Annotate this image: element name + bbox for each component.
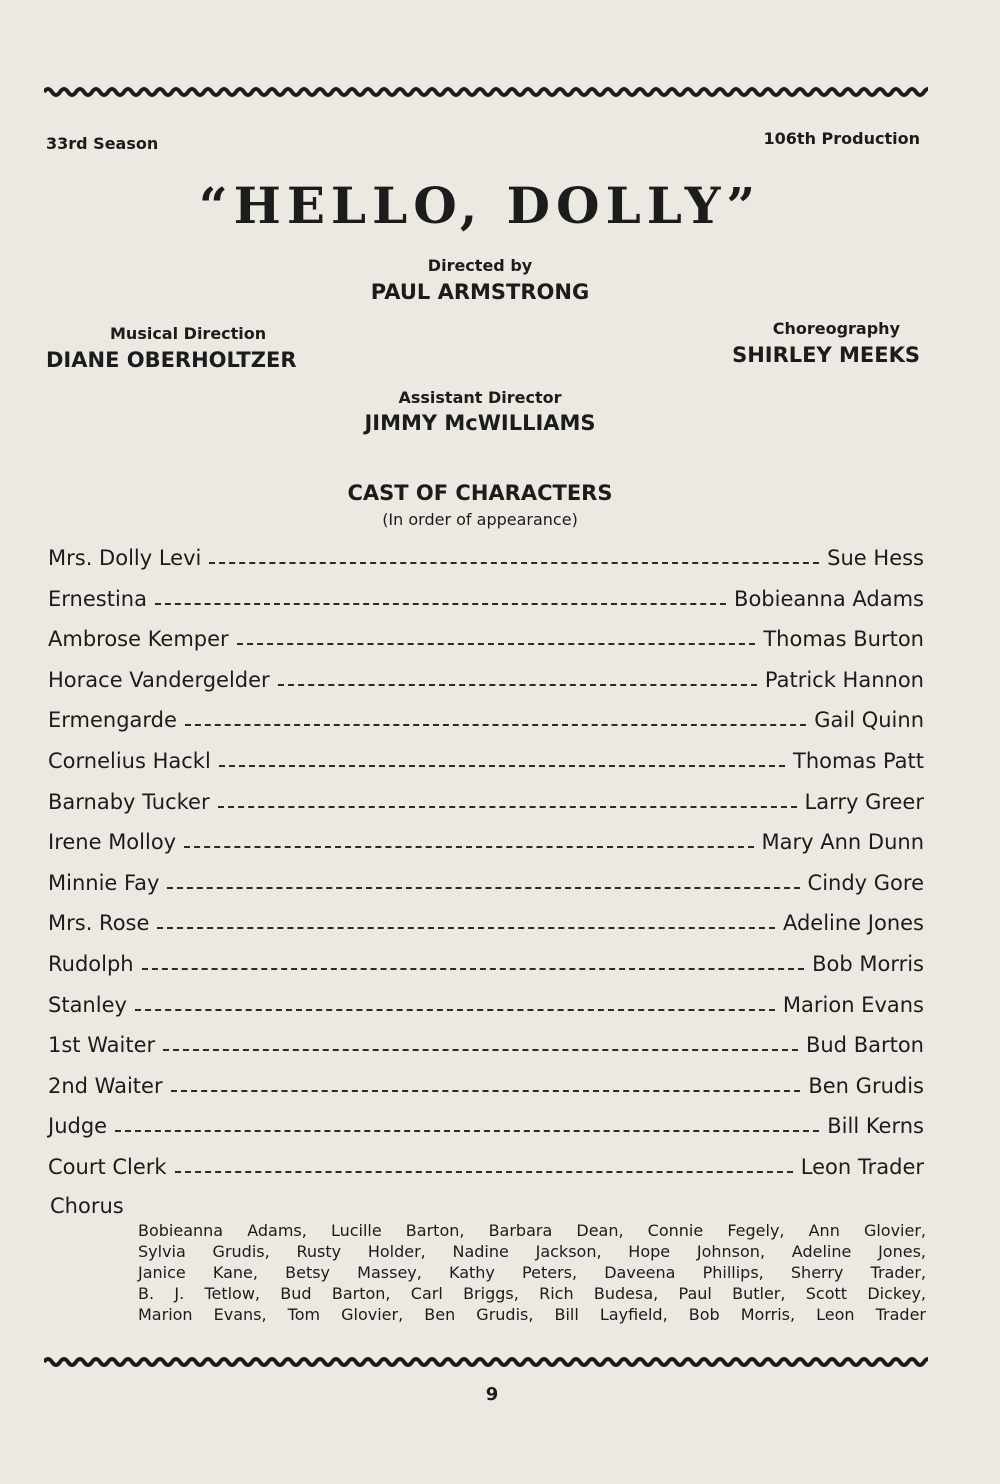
- dotted-leader: [142, 968, 804, 970]
- dotted-leader: [237, 643, 756, 645]
- cast-actor: Cindy Gore: [807, 870, 924, 895]
- cast-actor: Bobieanna Adams: [734, 586, 924, 611]
- cast-subheading: (In order of appearance): [382, 510, 578, 529]
- cast-row: [48, 905, 924, 935]
- dotted-leader: [157, 927, 775, 929]
- season-label: 33rd Season: [46, 134, 159, 153]
- cast-actor: Thomas Burton: [763, 627, 924, 652]
- musical-direction-label: Musical Direction: [110, 324, 267, 343]
- cast-row: [48, 540, 924, 570]
- cast-row: [48, 1068, 924, 1098]
- cast-role: Judge: [48, 1114, 108, 1139]
- chorus-names: [138, 1220, 926, 1325]
- cast-role: Cornelius Hackl: [48, 749, 211, 773]
- cast-actor: Adeline Jones: [782, 911, 924, 936]
- cast-role: Ernestina: [48, 586, 147, 611]
- dotted-leader: [219, 765, 785, 767]
- cast-actor: Gail Quinn: [814, 708, 924, 733]
- cast-actor: Patrick Hannon: [764, 667, 924, 692]
- cast-row: [48, 1027, 924, 1057]
- dotted-leader: [185, 724, 806, 726]
- cast-actor: Larry Greer: [804, 789, 924, 814]
- cast-row: [48, 702, 924, 732]
- assistant-director-label: Assistant Director: [398, 388, 562, 407]
- cast-actor: Marion Evans: [782, 992, 924, 1017]
- show-title: “HELLO, DOLLY”: [198, 176, 762, 235]
- choreographer-name: SHIRLEY MEEKS: [732, 343, 920, 367]
- cast-row: [48, 743, 924, 773]
- dotted-leader: [155, 603, 726, 605]
- chorus-line: Janice Kane, Betsy Massey, Kathy Peters, Daveena Phillips, Sherry Trader,: [138, 1263, 926, 1282]
- chorus-label: Chorus: [50, 1194, 124, 1218]
- cast-role: Rudolph: [48, 952, 134, 976]
- cast-row: [48, 784, 924, 814]
- cast-role: 2nd Waiter: [48, 1073, 163, 1098]
- dotted-leader: [163, 1049, 798, 1051]
- cast-role: Ambrose Kemper: [48, 627, 229, 652]
- dotted-leader: [171, 1090, 801, 1092]
- cast-role: Minnie Fay: [48, 870, 160, 895]
- cast-role: 1st Waiter: [48, 1033, 156, 1058]
- cast-role: Stanley: [48, 992, 127, 1017]
- chorus-line: Bobieanna Adams, Lucille Barton, Barbara Dean, Connie Fegely, Ann Glovier,: [138, 1221, 926, 1240]
- cast-row: [48, 987, 924, 1017]
- cast-actor: Bill Kerns: [827, 1114, 924, 1139]
- dotted-leader: [184, 846, 753, 848]
- bottom-wavy-rule: [44, 1354, 928, 1370]
- choreography-label: Choreography: [772, 319, 900, 338]
- dotted-leader: [175, 1171, 793, 1173]
- dotted-leader: [135, 1009, 775, 1011]
- cast-role: Mrs. Rose: [48, 911, 150, 936]
- cast-row: [48, 946, 924, 976]
- cast-actor: Leon Trader: [800, 1155, 924, 1179]
- page-number: 9: [485, 1384, 499, 1405]
- cast-actor: Sue Hess: [827, 546, 924, 570]
- cast-heading: CAST OF CHARACTERS: [347, 481, 613, 505]
- cast-role: Mrs. Dolly Levi: [48, 546, 202, 570]
- cast-actor: Ben Grudis: [808, 1073, 924, 1098]
- cast-role: Horace Vandergelder: [48, 667, 270, 692]
- cast-row: [48, 581, 924, 611]
- dotted-leader: [209, 562, 819, 564]
- cast-actor: Bob Morris: [812, 952, 924, 976]
- director-name: PAUL ARMSTRONG: [370, 280, 590, 304]
- cast-role: Barnaby Tucker: [48, 789, 210, 814]
- cast-role: Court Clerk: [48, 1155, 167, 1179]
- dotted-leader: [218, 806, 797, 808]
- cast-row: [48, 824, 924, 854]
- chorus-line: B. J. Tetlow, Bud Barton, Carl Briggs, Rich Budesa, Paul Butler, Scott Dickey,: [138, 1284, 926, 1303]
- cast-role: Ermengarde: [48, 708, 177, 733]
- cast-row: [48, 865, 924, 895]
- cast-row: [48, 662, 924, 692]
- cast-role: Irene Molloy: [48, 830, 177, 855]
- musical-director-name: DIANE OBERHOLTZER: [46, 348, 297, 372]
- dotted-leader: [167, 887, 799, 889]
- directed-by-label: Directed by: [427, 256, 533, 275]
- assistant-director-name: JIMMY McWILLIAMS: [364, 411, 596, 435]
- cast-row: [48, 621, 924, 651]
- dotted-leader: [278, 684, 757, 686]
- dotted-leader: [115, 1130, 819, 1132]
- top-wavy-rule: [44, 84, 928, 100]
- chorus-line: Marion Evans, Tom Glovier, Ben Grudis, Bill Layfield, Bob Morris, Leon Trader: [138, 1305, 926, 1324]
- cast-actor: Mary Ann Dunn: [761, 830, 924, 855]
- cast-row: [48, 1108, 924, 1138]
- cast-row: [48, 1149, 924, 1179]
- cast-actor: Bud Barton: [805, 1033, 924, 1058]
- production-label: 106th Production: [763, 129, 920, 148]
- chorus-line: Sylvia Grudis, Rusty Holder, Nadine Jackson, Hope Johnson, Adeline Jones,: [138, 1242, 926, 1261]
- cast-actor: Thomas Patt: [793, 749, 924, 773]
